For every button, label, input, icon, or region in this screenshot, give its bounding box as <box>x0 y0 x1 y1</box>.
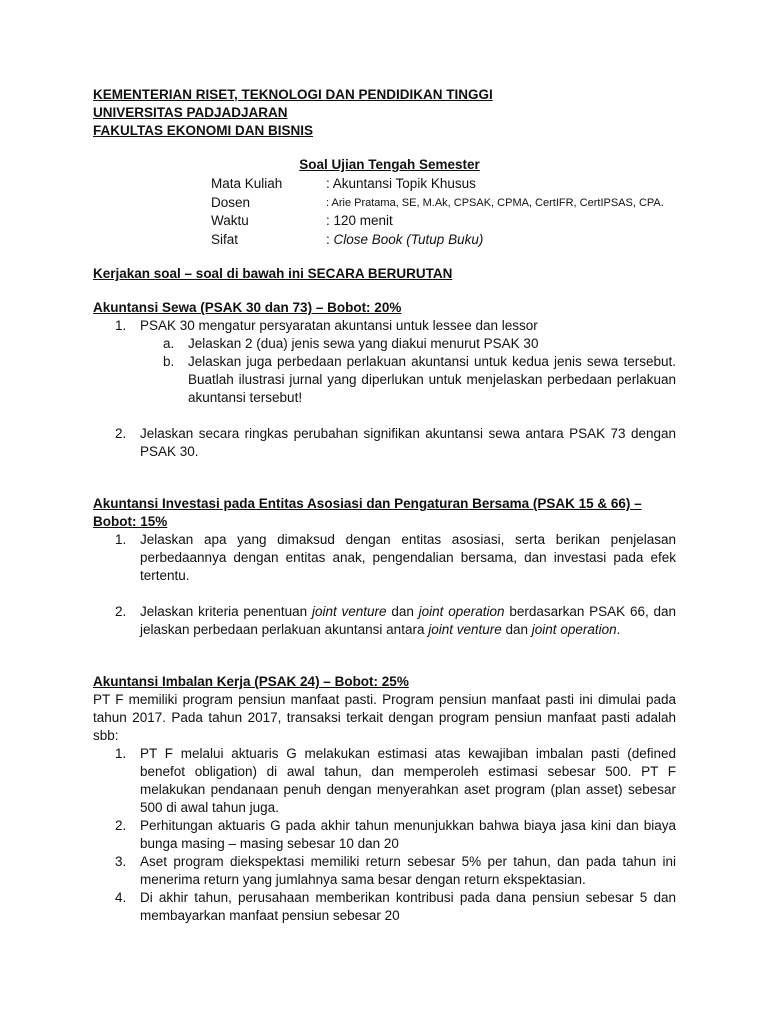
item-number: 4. <box>115 890 127 905</box>
benefit-item-1 <box>93 745 676 817</box>
faculty-name: FAKULTAS EKONOMI DAN BISNIS <box>93 123 314 138</box>
time-value: : 120 menit <box>326 213 393 228</box>
exam-title: Soal Ujian Tengah Semester <box>299 157 480 172</box>
lease-question-1b <box>93 353 676 407</box>
employee-benefits-intro: PT F memiliki program pensiun manfaat pasti. Program pensiun manfaat pasti ini dimulai pada tahun 2017. Pada tahun 2017, transaksi terkait dengan program pensiun manfaat pasti adalah sbb: <box>93 692 676 743</box>
text-run: Jelaskan kriteria penentuan <box>140 604 312 619</box>
exam-info-table <box>211 175 664 249</box>
section-employee-benefits-heading: Akuntansi Imbalan Kerja (PSAK 24) – Bobot: 25% <box>93 674 409 689</box>
lecturer-label: Dosen <box>211 194 251 210</box>
subquestion-letter: a. <box>163 336 175 351</box>
text-run: berdasarkan PSAK 66, dan jelaskan perbedaan perlakuan akuntansi antara <box>140 604 677 637</box>
item-text: Di akhir tahun, perusahaan memberikan kontribusi pada dana pensiun sebesar 5 dan membayarkan manfaat pensiun sebesar 20 <box>140 890 676 923</box>
spacer <box>93 407 676 425</box>
course-label: Mata Kuliah <box>211 176 283 191</box>
question-text: Jelaskan apa yang dimaksud dengan entitas asosiasi, serta berikan penjelasan perbedaannya dengan entitas anak, pengendalian bersama, dan investasi pada efek tertentu. <box>140 532 676 583</box>
question-text: Jelaskan secara ringkas perubahan signifikan akuntansi sewa antara PSAK 73 dengan PSAK 30. <box>140 426 676 459</box>
subquestion-text: Jelaskan juga perbedaan perlakuan akuntansi untuk kedua jenis sewa tersebut. Buatlah ilustrasi jurnal yang diperlukan untuk menjelaskan perbedaan perlakuan akuntansi tersebut! <box>188 354 676 405</box>
item-text: Perhitungan aktuaris G pada akhir tahun menunjukkan bahwa biaya jasa kini dan biaya bunga masing – masing sebesar 10 dan 20 <box>140 818 676 851</box>
question-number: 2. <box>115 426 127 441</box>
course-value: : Akuntansi Topik Khusus <box>326 176 476 191</box>
subquestion-letter: b. <box>163 354 175 369</box>
info-row-time <box>211 212 664 231</box>
instruction-text: Kerjakan soal – soal di bawah ini SECARA BERURUTAN <box>93 266 453 281</box>
item-number: 3. <box>115 854 127 869</box>
lease-question-1a <box>93 335 676 353</box>
info-row-nature <box>211 231 664 250</box>
question-number: 1. <box>115 318 127 333</box>
question-text: PSAK 30 mengatur persyaratan akuntansi untuk lessee dan lessor <box>140 318 538 333</box>
question-text <box>140 604 676 637</box>
nature-colon: : <box>326 231 334 247</box>
investment-question-1 <box>93 531 676 585</box>
text-run: dan <box>386 604 419 619</box>
lease-question-1 <box>93 317 676 335</box>
info-row-course <box>211 175 664 194</box>
nature-value <box>326 231 664 250</box>
info-row-lecturer <box>211 194 664 213</box>
ministry-name: KEMENTERIAN RISET, TEKNOLOGI DAN PENDIDIKAN TINGGI <box>93 87 493 102</box>
institution-header <box>93 86 676 140</box>
spacer <box>93 585 676 603</box>
text-run: dan <box>501 622 532 637</box>
question-number: 1. <box>115 532 127 547</box>
lecturer-value: : Arie Pratama, SE, M.Ak, CPSAK, CPMA, CertIFR, CertIPSAS, CPA. <box>326 196 664 209</box>
item-number: 2. <box>115 818 127 833</box>
italic-term: joint operation <box>531 622 617 637</box>
item-text: PT F melalui aktuaris G melakukan estimasi atas kewajiban imbalan pasti (defined benefot obligation) di awal tahun, dan memperoleh estimasi sebesar 500. PT F melakukan pendanaan penuh dengan menyerahkan aset program (plan asset) sebesar 500 di awal tahun juga. <box>140 746 676 815</box>
benefit-item-2 <box>93 817 676 853</box>
spacer <box>93 461 676 479</box>
lease-question-2 <box>93 425 676 461</box>
italic-term: joint venture <box>311 604 387 619</box>
italic-term: joint venture <box>428 622 502 637</box>
section-investment-heading: Akuntansi Investasi pada Entitas Asosiasi dan Pengaturan Bersama (PSAK 15 & 66) – Bobot: 15% <box>93 496 642 529</box>
nature-label: Sifat <box>211 231 239 247</box>
section-lease-heading: Akuntansi Sewa (PSAK 30 dan 73) – Bobot: 20% <box>93 300 402 315</box>
italic-term: joint operation <box>418 604 505 619</box>
benefit-item-4 <box>93 889 676 925</box>
university-name: UNIVERSITAS PADJADJARAN <box>93 105 288 120</box>
spacer <box>93 639 676 657</box>
document-page <box>93 86 676 925</box>
nature-text: Close Book (Tutup Buku) <box>333 231 484 247</box>
question-number: 2. <box>115 604 127 619</box>
time-label: Waktu <box>211 213 249 228</box>
item-number: 1. <box>115 746 127 761</box>
benefit-item-3 <box>93 853 676 889</box>
investment-question-2 <box>93 603 676 639</box>
subquestion-text: Jelaskan 2 (dua) jenis sewa yang diakui menurut PSAK 30 <box>188 336 539 351</box>
text-run: . <box>616 622 621 637</box>
item-text: Aset program diekspektasi memiliki return sebesar 5% per tahun, dan pada tahun ini menerima return yang jumlahnya sama besar dengan return ekspektasian. <box>140 854 676 887</box>
